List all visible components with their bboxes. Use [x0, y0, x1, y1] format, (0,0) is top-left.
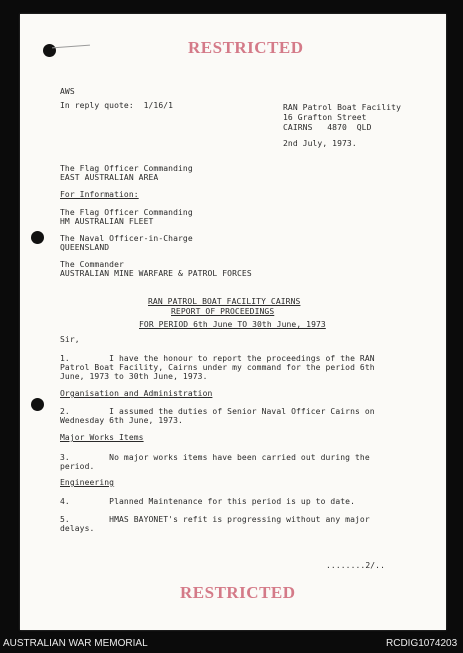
paragraph-5-line: delays. — [60, 524, 95, 533]
info-recipient-line: The Naval Officer-in-Charge — [60, 234, 193, 243]
sender-address-line: CAIRNS 4870 QLD — [283, 123, 372, 132]
paragraph-1-line: Patrol Boat Facility, Cairns under my command for the period 6th — [60, 363, 375, 372]
heading-major-works: Major Works Items — [60, 433, 144, 442]
paragraph-2-line: 2. I assumed the duties of Senior Naval Officer Cairns on — [60, 407, 375, 416]
letter-date: 2nd July, 1973. — [283, 139, 357, 148]
info-recipient-line: The Commander — [60, 260, 124, 269]
report-title-line: FOR PERIOD 6th June TO 30th June, 1973 — [139, 320, 326, 329]
info-recipient-line: HM AUSTRALIAN FLEET — [60, 217, 154, 226]
report-title-line: RAN PATROL BOAT FACILITY CAIRNS — [148, 297, 301, 306]
paragraph-4: 4. Planned Maintenance for this period is up to date. — [60, 497, 355, 506]
addressee-line: EAST AUSTRALIAN AREA — [60, 173, 159, 182]
paragraph-1-line: 1. I have the honour to report the proceedings of the RAN — [60, 354, 375, 363]
addressee-line: The Flag Officer Commanding — [60, 164, 193, 173]
restricted-stamp-bottom: RESTRICTED — [180, 583, 296, 602]
reference-code: AWS — [60, 87, 75, 96]
salutation: Sir, — [60, 335, 80, 344]
paragraph-5-line: 5. HMAS BAYONET's refit is progressing without any major — [60, 515, 370, 524]
info-recipient-line: AUSTRALIAN MINE WARFARE & PATROL FORCES — [60, 269, 252, 278]
footer-record-id: RCDIG1074203 — [386, 638, 458, 649]
heading-organisation: Organisation and Administration — [60, 389, 213, 398]
info-recipient-line: The Flag Officer Commanding — [60, 208, 193, 217]
paragraph-3-line: period. — [60, 462, 95, 471]
sender-address-line: RAN Patrol Boat Facility — [283, 103, 401, 112]
for-information-heading: For Information: — [60, 190, 139, 199]
report-title-line: REPORT OF PROCEEDINGS — [171, 307, 275, 316]
sender-address-line: 16 Grafton Street — [283, 113, 367, 122]
continuation-marker: ........2/.. — [326, 561, 385, 570]
punch-hole-lower — [31, 398, 44, 411]
footer-institution: AUSTRALIAN WAR MEMORIAL — [3, 638, 148, 649]
heading-engineering: Engineering — [60, 478, 115, 487]
reply-quote: In reply quote: 1/16/1 — [60, 101, 174, 110]
punch-hole-middle — [31, 231, 44, 244]
paragraph-3-line: 3. No major works items have been carried out during the — [60, 453, 370, 462]
restricted-stamp-top: RESTRICTED — [188, 38, 304, 57]
paragraph-1-line: June, 1973 to 30th June, 1973. — [60, 372, 208, 381]
info-recipient-line: QUEENSLAND — [60, 243, 110, 252]
paragraph-2-line: Wednesday 6th June, 1973. — [60, 416, 183, 425]
punch-hole-top — [43, 44, 56, 57]
